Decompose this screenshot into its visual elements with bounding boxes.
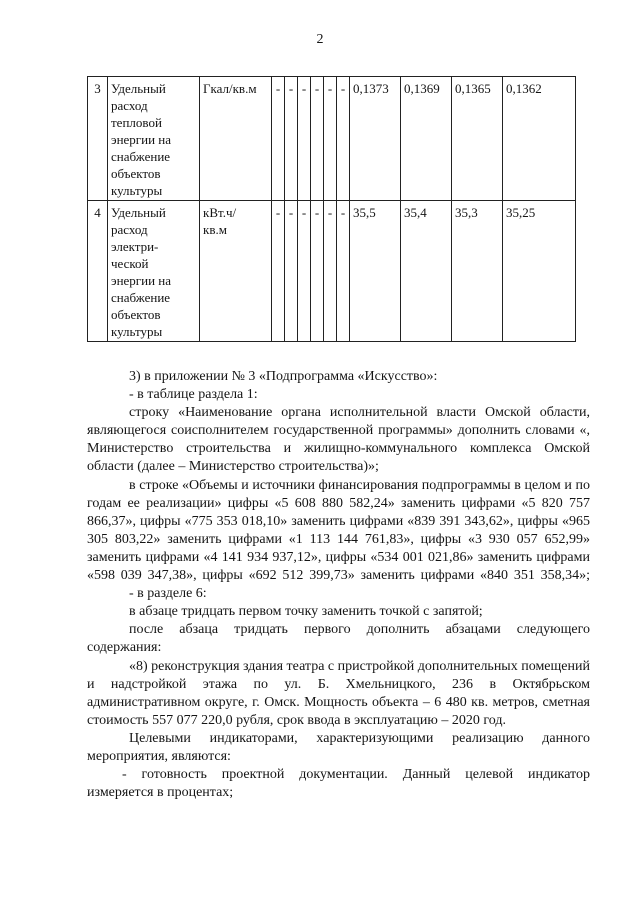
paragraph: «8) реконструкция здания театра с пристройкой дополнительных помещений и надстройкой этажа по ул. Б. Хмельницкого, 236 в Октябрьском административном округе, г. Омск. Мощность объекта – 6 480 кв. метров, сметная стоимость 557 077 220,0 рубля, срок ввода в эксплуатацию – 2020 год. xyxy=(87,658,590,728)
unit-line: Гкал/кв.м xyxy=(203,81,257,96)
paragraph: в строке «Объемы и источники финансирования подпрограммы в целом и по годам ее реализации» цифры «5 608 880 582,24» заменить цифрами «5 820 757 866,37», цифры «775 353 018,10» заменить цифрами «839 391 343,62», цифры «965 305 803,22» заменить цифрами «1 113 144 761,83», цифры «3 930 057 652,99» заменить цифрами «4 141 934 937,12», цифры «534 001 021,86» заменить цифрами «598 039 347,38», цифры «692 512 399,73» заменить цифрами «840 351 358,34»; xyxy=(87,477,590,584)
dash-cell: - xyxy=(285,77,298,201)
paragraph: - готовность проектной документации. Данный целевой индикатор измеряется в процентах; xyxy=(87,767,590,801)
dash-cell: - xyxy=(311,201,324,342)
paragraph: строку «Наименование органа исполнительной власти Омской области, являющегося соисполнителем государственной программы» дополнить словами «, Министерство строительства и жилищно-коммунального комплекса Омской области (далее – Министерство строительства)»; xyxy=(87,405,590,475)
page-number: 2 xyxy=(316,32,324,47)
paragraph: после абзаца тридцать первого дополнить абзацами следующего содержания: xyxy=(87,622,590,656)
table-row xyxy=(88,201,576,342)
name-line: энергии на xyxy=(111,132,172,147)
paragraph: - в разделе 6: xyxy=(129,586,207,602)
unit-line: кВт.ч/ xyxy=(203,205,237,220)
table-row xyxy=(88,77,576,201)
name-line: объектов xyxy=(111,307,161,322)
paragraph: - в таблице раздела 1: xyxy=(129,387,258,403)
value-cell: 0,1365 xyxy=(452,77,503,201)
dash-cell: - xyxy=(324,201,337,342)
name-line: тепловой xyxy=(111,115,162,130)
value-cell: 35,5 xyxy=(350,201,401,342)
dash-cell: - xyxy=(311,77,324,201)
dash-cell: - xyxy=(337,201,350,342)
unit-line: кв.м xyxy=(203,222,227,237)
name-line: расход xyxy=(111,222,148,237)
name-line: ческой xyxy=(111,256,149,271)
paragraph: 3) в приложении № 3 «Подпрограмма «Искусство»: xyxy=(129,369,438,384)
name-line: снабжение xyxy=(111,290,171,305)
row-number: 3 xyxy=(88,77,108,201)
value-cell: 35,4 xyxy=(401,201,452,342)
name-line: объектов xyxy=(111,166,161,181)
name-line: электри- xyxy=(111,239,159,254)
indicator-name xyxy=(108,77,200,201)
value-cell: 0,1362 xyxy=(503,77,576,201)
dash-cell: - xyxy=(272,201,285,342)
name-line: Удельный xyxy=(111,81,166,96)
indicator-table xyxy=(87,76,576,342)
name-line: Удельный xyxy=(111,205,166,220)
paragraph: в абзаце тридцать первом точку заменить точкой с запятой; xyxy=(129,604,483,620)
document-body xyxy=(87,368,590,802)
row-number: 4 xyxy=(88,201,108,342)
dash-cell: - xyxy=(324,77,337,201)
value-cell: 0,1369 xyxy=(401,77,452,201)
dash-cell: - xyxy=(337,77,350,201)
unit-cell xyxy=(200,201,272,342)
dash-cell: - xyxy=(285,201,298,342)
value-cell: 35,3 xyxy=(452,201,503,342)
name-line: культуры xyxy=(111,183,163,198)
name-line: культуры xyxy=(111,324,163,339)
name-line: снабжение xyxy=(111,149,171,164)
dash-cell: - xyxy=(298,77,311,201)
value-cell: 35,25 xyxy=(503,201,576,342)
dash-cell: - xyxy=(272,77,285,201)
name-line: расход xyxy=(111,98,148,113)
value-cell: 0,1373 xyxy=(350,77,401,201)
paragraph: Целевыми индикаторами, характеризующими реализацию данного мероприятия, являются: xyxy=(87,730,590,764)
name-line: энергии на xyxy=(111,273,172,288)
unit-cell xyxy=(200,77,272,201)
dash-cell: - xyxy=(298,201,311,342)
indicator-name xyxy=(108,201,200,342)
